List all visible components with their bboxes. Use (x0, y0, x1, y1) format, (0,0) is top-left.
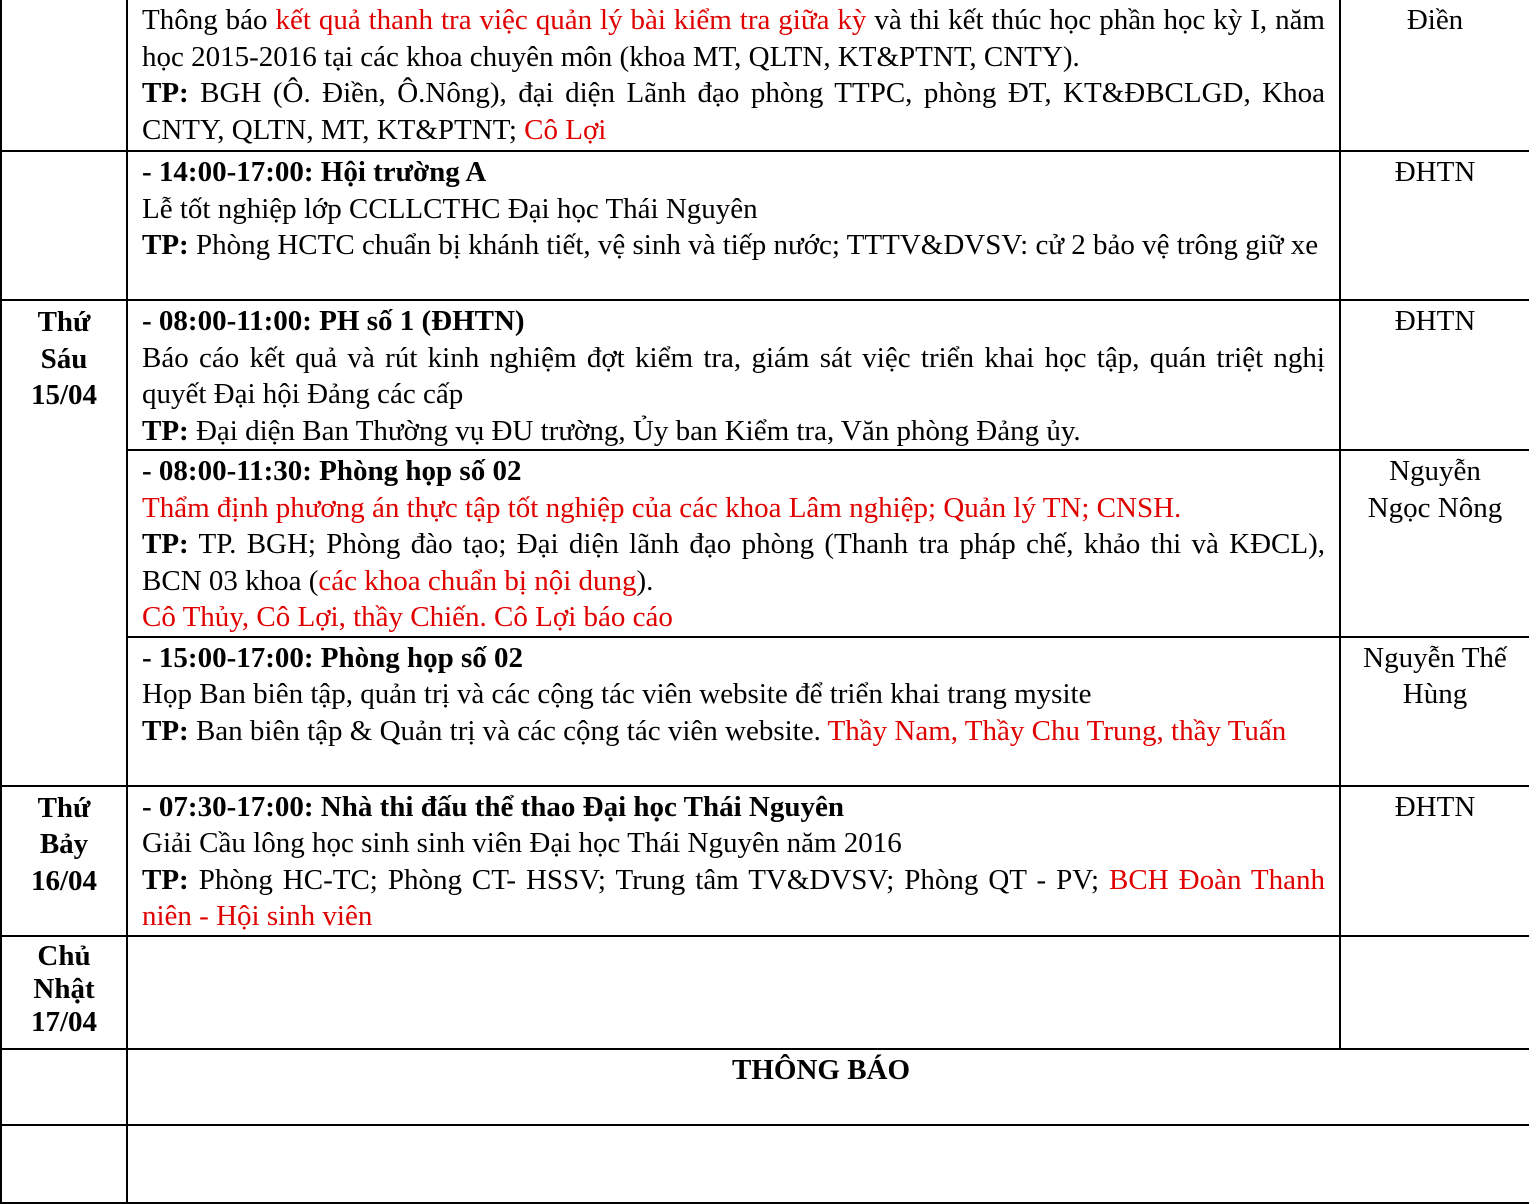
participants-text: BGH (Ô. Điền, Ô.Nông), đại diện Lãnh đạo phòng TTPC, phòng ĐT, KT&ĐBCLGD, Khoa CNTY, QLTN, MT, KT&PTNT; (142, 77, 1325, 146)
host-cell (1340, 300, 1529, 450)
day-name: Nhật (33, 972, 95, 1005)
participants-text: TP. BGH; Phòng đào tạo; Đại diện lãnh đạo phòng (Thanh tra pháp chế, khảo thi và KĐCL), BCN 03 khoa ( (142, 528, 1325, 597)
participants-highlight: các khoa chuẩn bị nội dung (318, 564, 637, 597)
highlight-text: kết quả thanh tra việc quản lý bài kiểm tra giữa kỳ (275, 4, 867, 36)
event-description: Lễ tốt nghiệp lớp CCLLCTHC Đại học Thái Nguyên (142, 192, 758, 225)
event-content (127, 786, 1340, 936)
event-note: Cô Thủy, Cô Lợi, thầy Chiến. Cô Lợi báo cáo (142, 601, 673, 633)
notice-title-text: THÔNG BÁO (732, 1053, 911, 1086)
participants-text: Ban biên tập & Quản trị và các cộng tác viên website. (188, 714, 828, 747)
event-content (127, 450, 1340, 637)
table-row (1, 637, 1529, 786)
host-name: Hùng (1402, 678, 1468, 710)
notice-index-cell (1, 1125, 127, 1203)
day-name: Thứ (37, 791, 91, 824)
notice-content (127, 1125, 1529, 1203)
event-description: Báo cáo kết quả và rút kinh nghiệm đợt kiểm tra, giám sát việc triển khai học tập, quán triệt nghị quyết Đại hội Đảng các cấp (142, 341, 1325, 410)
event-time: - 15:00-17:00: Phòng họp số 02 (142, 641, 524, 674)
host-cell (1340, 637, 1529, 786)
participants-text: Phòng HC-TC; Phòng CT- HSSV; Trung tâm TV&DVSV; Phòng QT - PV; (188, 863, 1110, 896)
host-cell (1340, 936, 1529, 1049)
day-name: Thứ (37, 306, 91, 338)
day-cell (1, 0, 127, 151)
day-date: 15/04 (30, 379, 98, 411)
host-name: Ngọc Nông (1367, 491, 1503, 524)
table-row (1, 151, 1529, 300)
participants-label: TP: (142, 528, 189, 560)
day-cell-saturday (1, 786, 127, 936)
event-time: - 08:00-11:00: PH số 1 (ĐHTN) (142, 305, 525, 337)
table-row (1, 300, 1529, 450)
host-cell (1340, 450, 1529, 637)
event-content (127, 936, 1340, 1049)
table-row (1, 450, 1529, 637)
participants-text-end: ). (636, 564, 654, 597)
participants-text: Phòng HCTC chuẩn bị khánh tiết, vệ sinh và tiếp nước; TTTV&DVSV: cử 2 bảo vệ trông giữ xe (188, 229, 1319, 261)
day-date: 17/04 (30, 1005, 98, 1038)
host-cell (1340, 151, 1529, 300)
event-time: - 08:00-11:30: Phòng họp số 02 (142, 455, 522, 487)
participants-label: TP: (142, 77, 189, 109)
table-row (1, 0, 1529, 151)
host-name: ĐHTN (1394, 305, 1476, 337)
host-cell (1340, 786, 1529, 936)
participants-label: TP: (142, 414, 189, 447)
participants-label: TP: (142, 863, 189, 896)
event-description: Thẩm định phương án thực tập tốt nghiệp của các khoa Lâm nghiệp; Quản lý TN; CNSH. (142, 491, 1182, 524)
host-name: Điền (1406, 4, 1464, 36)
day-date: 16/04 (30, 864, 98, 897)
participants-highlight: BCH Đoàn Thanh niên - Hội sinh viên (142, 863, 1325, 932)
host-name: Nguyễn Thế (1363, 641, 1507, 674)
participants-label: TP: (142, 229, 189, 261)
event-content (127, 0, 1340, 151)
host-cell (1340, 0, 1529, 151)
day-name: Bảy (39, 828, 89, 860)
day-cell-sunday (1, 936, 127, 1049)
day-name: Sáu (40, 342, 88, 375)
participants-highlight: Thầy Nam, Thầy Chu Trung, thầy Tuấn (827, 714, 1287, 747)
notice-title (127, 1049, 1529, 1125)
participants-highlight: Cô Lợi (524, 113, 607, 146)
participants-label: TP: (142, 714, 189, 747)
table-row (1, 1125, 1529, 1203)
event-content (127, 300, 1340, 450)
host-name: ĐHTN (1394, 156, 1476, 188)
event-content (127, 637, 1340, 786)
event-description: Thông báo kết quả thanh tra việc quản lý bài kiểm tra giữa kỳ và thi kết thúc học phần học kỳ I, năm học 2015-2016 tại các khoa chuyên môn (khoa MT, QLTN, KT&PTNT, CNTY). (142, 4, 1325, 73)
table-row (1, 786, 1529, 936)
notice-index-cell (1, 1049, 127, 1125)
table-row (1, 936, 1529, 1049)
event-time: - 14:00-17:00: Hội trường A (142, 156, 487, 188)
day-cell-friday (1, 300, 127, 786)
day-cell (1, 151, 127, 300)
host-name: ĐHTN (1394, 790, 1476, 823)
participants-text: Đại diện Ban Thường vụ ĐU trường, Ủy ban Kiểm tra, Văn phòng Đảng ủy. (188, 414, 1081, 447)
event-content (127, 151, 1340, 300)
table-row (1, 1049, 1529, 1125)
day-name: Chủ (37, 939, 91, 972)
event-description: Họp Ban biên tập, quản trị và các cộng tác viên website để triển khai trang mysite (142, 678, 1092, 710)
host-name: Nguyễn (1389, 455, 1481, 487)
event-time: - 07:30-17:00: Nhà thi đấu thể thao Đại học Thái Nguyên (142, 790, 844, 823)
event-description: Giải Cầu lông học sinh sinh viên Đại học Thái Nguyên năm 2016 (142, 827, 902, 859)
